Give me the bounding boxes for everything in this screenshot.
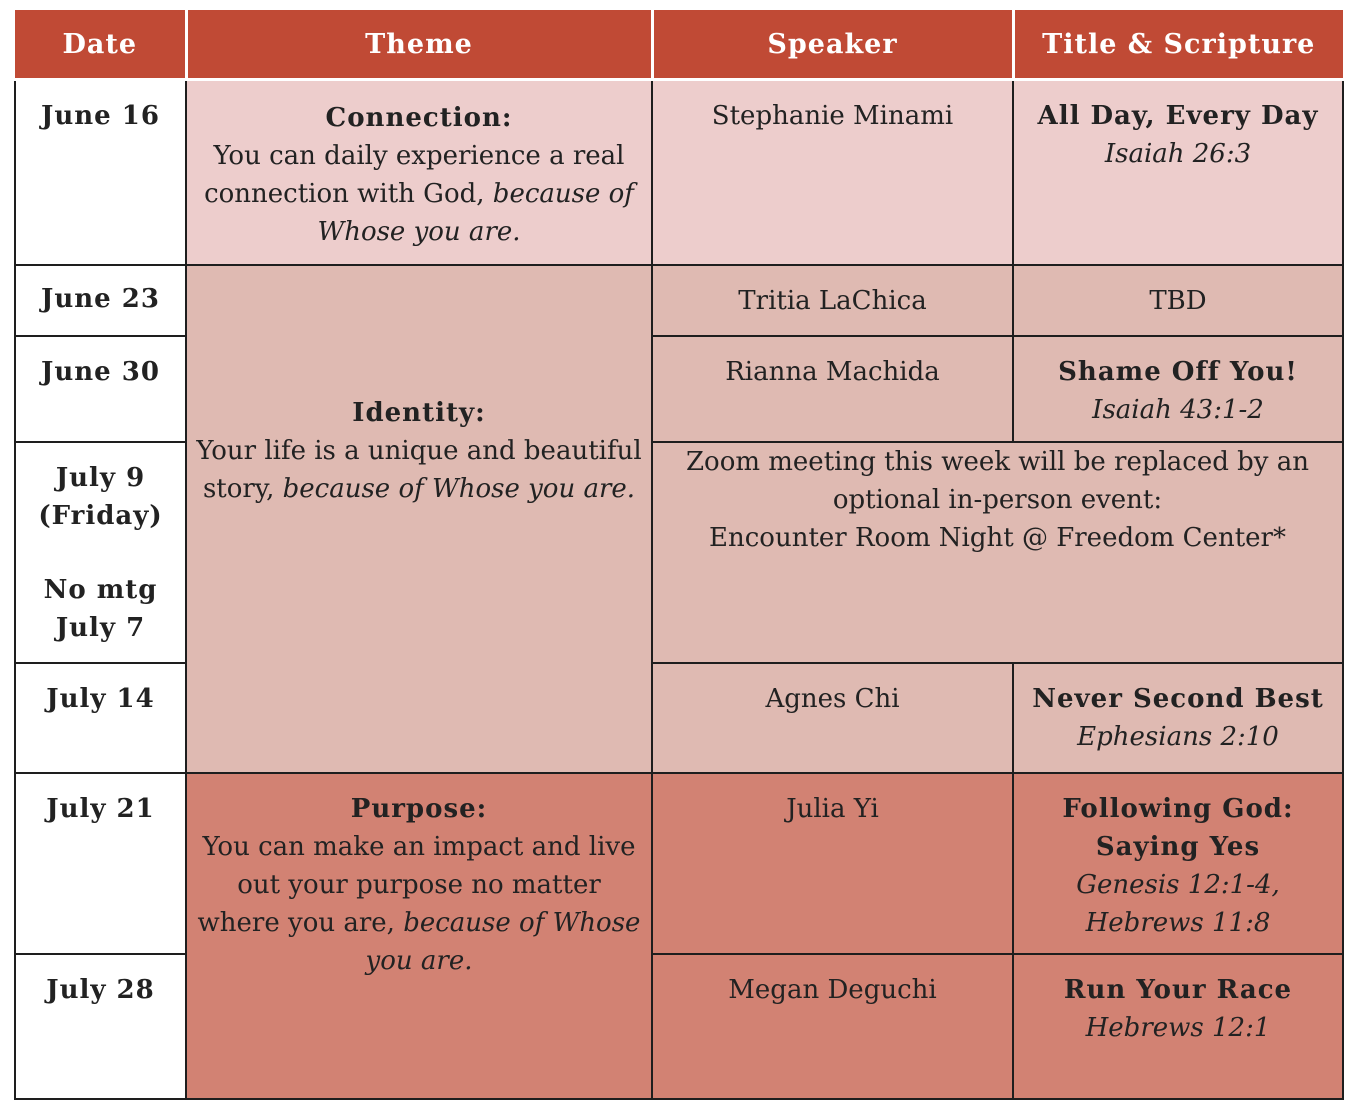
scripture-ref: Isaiah 26:3 bbox=[1104, 139, 1252, 169]
header-title-scripture: Title & Scripture bbox=[1013, 10, 1343, 80]
scripture-ref: Genesis 12:1-4, bbox=[1076, 869, 1280, 900]
theme-purpose bbox=[186, 773, 652, 1099]
note-line: Encounter Room Night @ Freedom Center* bbox=[709, 522, 1286, 553]
title-scripture-cell bbox=[1013, 265, 1343, 336]
event-note-cell bbox=[652, 442, 1343, 663]
talk-title: Following God: bbox=[1062, 793, 1294, 824]
date-cell: July 21 bbox=[15, 773, 186, 954]
date-cell: June 16 bbox=[15, 80, 186, 265]
scripture-ref: Isaiah 43:1-2 bbox=[1092, 394, 1264, 425]
speaker-cell: Agnes Chi bbox=[652, 663, 1013, 773]
note-line: optional in-person event: bbox=[832, 484, 1163, 515]
talk-title: TBD bbox=[1149, 285, 1207, 316]
note-line: Zoom meeting this week will be replaced by an bbox=[685, 446, 1310, 477]
theme-title: Identity: bbox=[352, 397, 486, 428]
theme-description: You can make an impact and live out your purpose no matter where you are, because of Whose you are. bbox=[197, 831, 641, 976]
talk-title: Shame Off You! bbox=[1058, 356, 1298, 387]
scripture-ref: Ephesians 2:10 bbox=[1077, 721, 1279, 752]
title-scripture-cell bbox=[1013, 954, 1343, 1099]
date-line: July 7 bbox=[55, 612, 146, 643]
header-theme: Theme bbox=[186, 10, 652, 80]
date-cell: June 30 bbox=[15, 336, 186, 442]
theme-title: Purpose: bbox=[350, 793, 488, 824]
talk-title: Saying Yes bbox=[1095, 831, 1261, 862]
speaker-cell: Tritia LaChica bbox=[652, 265, 1013, 336]
speaker-cell: Stephanie Minami bbox=[652, 80, 1013, 265]
date-cell: July 14 bbox=[15, 663, 186, 773]
title-scripture-cell bbox=[1013, 336, 1343, 442]
theme-identity bbox=[186, 265, 652, 773]
theme-description: Your life is a unique and beautiful story, because of Whose you are. bbox=[196, 435, 642, 504]
theme-description: You can daily experience a real connection with God, because of Whose you are. bbox=[204, 141, 634, 247]
date-line: No mtg bbox=[43, 574, 158, 605]
talk-title: Never Second Best bbox=[1032, 683, 1324, 714]
speaker-cell: Megan Deguchi bbox=[652, 954, 1013, 1099]
header-date: Date bbox=[15, 10, 186, 80]
talk-title: All Day, Every Day bbox=[1037, 101, 1319, 131]
date-cell bbox=[15, 442, 186, 663]
table-row bbox=[15, 265, 1343, 336]
theme-connection bbox=[186, 80, 652, 265]
title-scripture-cell bbox=[1013, 773, 1343, 954]
table-row bbox=[15, 80, 1343, 265]
date-line: July 9 bbox=[55, 462, 146, 493]
title-scripture-cell bbox=[1013, 663, 1343, 773]
speaker-cell: Rianna Machida bbox=[652, 336, 1013, 442]
date-cell: July 28 bbox=[15, 954, 186, 1099]
talk-title: Run Your Race bbox=[1063, 974, 1293, 1005]
date-cell: June 23 bbox=[15, 265, 186, 336]
date-line: (Friday) bbox=[38, 500, 163, 531]
schedule-table bbox=[14, 10, 1344, 1100]
scripture-ref: Hebrews 12:1 bbox=[1085, 1012, 1271, 1043]
header-speaker: Speaker bbox=[652, 10, 1013, 80]
table-row bbox=[15, 773, 1343, 954]
title-scripture-cell bbox=[1013, 80, 1343, 265]
speaker-cell: Julia Yi bbox=[652, 773, 1013, 954]
theme-title: Connection: bbox=[325, 103, 513, 133]
scripture-ref: Hebrews 11:8 bbox=[1085, 907, 1271, 938]
header-row bbox=[15, 10, 1343, 80]
